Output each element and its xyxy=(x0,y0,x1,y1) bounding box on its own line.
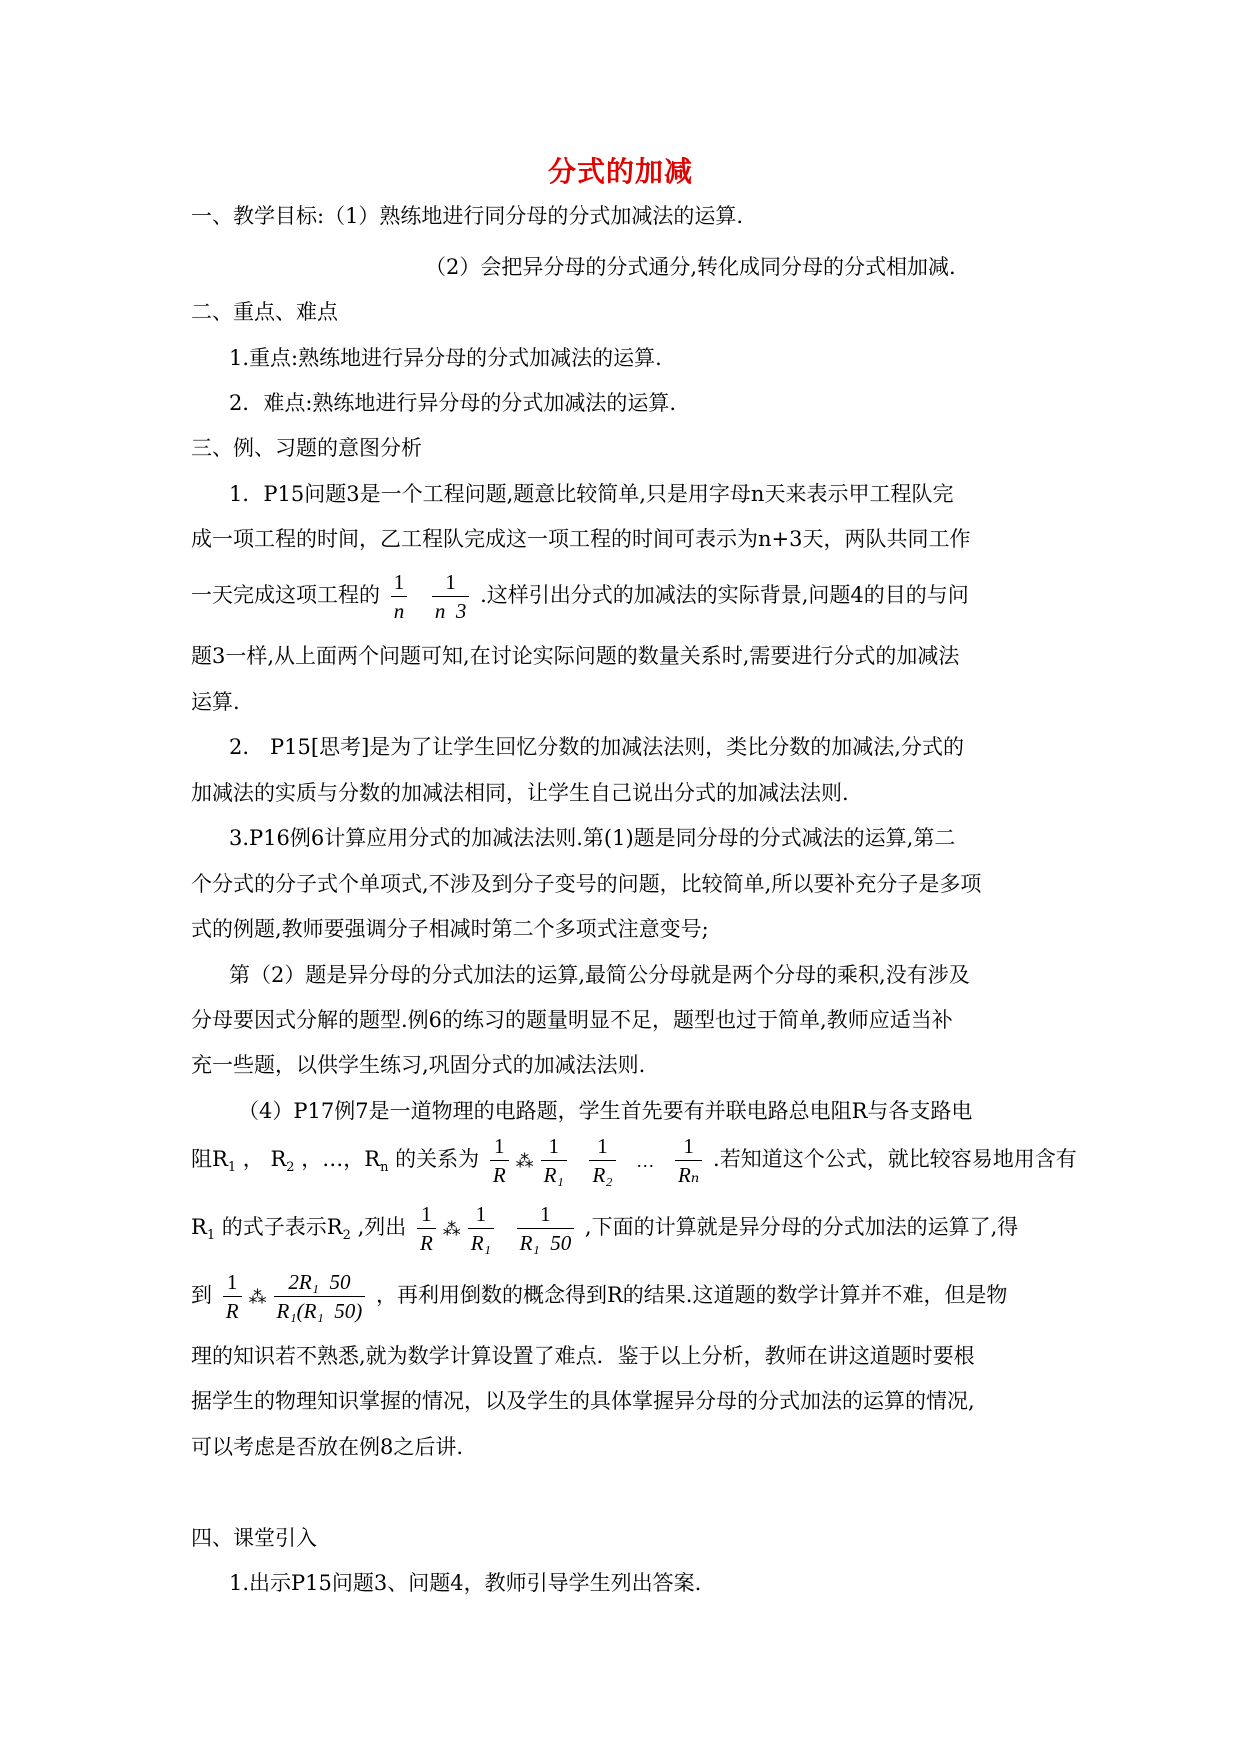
numerator: 1 xyxy=(540,1202,551,1226)
item-2-line-2: 加减法的实质与分数的加减法相同，让学生自己说出分式的加减法法则. xyxy=(191,781,849,805)
text-segment: 到 xyxy=(191,1283,212,1307)
difficult-point: 2．难点:熟练地进行异分母的分式加减法的运算. xyxy=(229,391,677,415)
text-segment: ， R xyxy=(242,1147,287,1171)
fraction-1-over-R xyxy=(417,1200,436,1257)
item-4-line-5: 理的知识若不熟悉,就为数学计算设置了难点．鉴于以上分析，教师在讲这道题时要根 xyxy=(191,1344,975,1368)
fraction-1-over-n-plus-3 xyxy=(432,568,470,625)
numerator: 1 xyxy=(475,1202,487,1226)
subscript: n xyxy=(380,1160,389,1175)
item-3-line-6: 充一些题，以供学生练习,巩固分式的加减法法则. xyxy=(191,1053,646,1077)
numerator: 1 xyxy=(493,1134,505,1158)
fraction-1-over-R xyxy=(223,1268,242,1325)
fraction-1-over-R1-plus-50 xyxy=(517,1200,575,1257)
text-segment: .这样引出分式的加减法的实际背景,问题4的目的与问 xyxy=(480,583,969,607)
ellipsis: … xyxy=(636,1150,655,1171)
item-3-line-5: 分母要因式分解的题型.例6的练习的题量明显不足，题型也过于简单,教师应适当补 xyxy=(191,1008,953,1032)
numerator: 1 xyxy=(445,570,456,594)
item-4-line-4 xyxy=(191,1268,1007,1325)
denominator: R xyxy=(223,1296,242,1325)
denominator: R₂ xyxy=(589,1160,615,1189)
text-segment: ，再利用倒数的概念得到R的结果.这道题的数学计算并不难，但是物 xyxy=(375,1283,1008,1307)
denominator: R xyxy=(417,1228,436,1257)
fraction-1-over-Rn xyxy=(675,1132,702,1189)
item-1-line-5: 运算. xyxy=(191,690,240,714)
text-segment: ，…，R xyxy=(301,1147,381,1171)
denominator: n xyxy=(391,596,408,625)
section-3-heading: 三、例、习题的意图分析 xyxy=(191,436,422,460)
equals-symbol: ⁂ xyxy=(515,1150,534,1171)
denominator: R₁ xyxy=(468,1228,494,1257)
text-segment: .若知道这个公式，就比较容易地用含有 xyxy=(713,1147,1077,1171)
text-segment: 阻R xyxy=(191,1147,228,1171)
item-2-line-1: 2. P15[思考]是为了让学生回忆分数的加减法法则，类比分数的加减法,分式的 xyxy=(229,735,964,759)
text-segment: ,下面的计算就是异分母的分式加法的运算了,得 xyxy=(584,1215,1019,1239)
item-1-line-1: 1．P15问题3是一个工程问题,题意比较简单,只是用字母n天来表示甲工程队完 xyxy=(229,482,954,506)
numerator: 1 xyxy=(393,570,405,594)
fraction-1-over-R xyxy=(490,1132,509,1189)
fraction-combined-result xyxy=(274,1268,366,1325)
objectives-line-2: （2）会把异分母的分式通分,转化成同分母的分式相加减. xyxy=(425,255,956,279)
intro-item-1: 1.出示P15问题3、问题4，教师引导学生列出答案. xyxy=(229,1571,702,1595)
item-1-line-3 xyxy=(191,568,969,625)
subscript: 1 xyxy=(206,1228,216,1243)
item-4-line-2 xyxy=(191,1132,1077,1189)
text-segment: 一天完成这项工程的 xyxy=(191,583,380,607)
numerator: 1 xyxy=(421,1202,432,1226)
denominator: Rₙ xyxy=(675,1160,702,1189)
numerator: 1 xyxy=(597,1134,608,1158)
fraction-1-over-n xyxy=(391,568,408,625)
denominator: n 3 xyxy=(432,596,470,625)
fraction-1-over-R1 xyxy=(541,1132,567,1189)
fraction-1-over-R2 xyxy=(589,1132,615,1189)
item-1-line-4: 题3一样,从上面两个问题可知,在讨论实际问题的数量关系时,需要进行分式的加减法 xyxy=(191,644,960,668)
equals-symbol: ⁂ xyxy=(248,1286,267,1307)
subscript: 1 xyxy=(227,1160,237,1175)
document-title: 分式的加减 xyxy=(547,155,693,188)
equals-symbol: ⁂ xyxy=(442,1218,461,1239)
subscript: 2 xyxy=(342,1228,351,1243)
item-4-line-7: 可以考虑是否放在例8之后讲. xyxy=(191,1435,464,1459)
objectives-line-1: 一、教学目标:（1）熟练地进行同分母的分式加减法的运算. xyxy=(191,204,744,228)
item-4-line-1: （4）P17例7是一道物理的电路题，学生首先要有并联电路总电阻R与各支路电 xyxy=(238,1099,973,1123)
denominator: R₁ 50 xyxy=(517,1228,575,1257)
text-segment: 的式子表示R xyxy=(221,1215,343,1239)
numerator: 1 xyxy=(548,1134,559,1158)
item-3-line-3: 式的例题,教师要强调分子相减时第二个多项式注意变号; xyxy=(191,917,709,941)
denominator: R₁(R₁ 50) xyxy=(274,1296,366,1325)
text-segment: 的关系为 xyxy=(395,1147,480,1171)
item-3-line-1: 3.P16例6计算应用分式的加减法法则.第(1)题是同分母的分式减法的运算,第二 xyxy=(229,826,956,850)
section-2-heading: 二、重点、难点 xyxy=(191,300,338,324)
item-1-line-2: 成一项工程的时间，乙工程队完成这一项工程的时间可表示为n+3天，两队共同工作 xyxy=(191,527,971,551)
item-3-line-4: 第（2）题是异分母的分式加法的运算,最简公分母就是两个分母的乘积,没有涉及 xyxy=(229,963,970,987)
text-segment: R xyxy=(191,1215,207,1239)
item-4-line-3 xyxy=(191,1200,1018,1257)
denominator: R₁ xyxy=(541,1160,567,1189)
item-4-line-6: 据学生的物理知识掌握的情况，以及学生的具体掌握异分母的分式加法的运算的情况, xyxy=(191,1389,975,1413)
numerator: 1 xyxy=(226,1270,238,1294)
key-point: 1.重点:熟练地进行异分母的分式加减法的运算. xyxy=(229,346,662,370)
text-segment: ,列出 xyxy=(357,1215,407,1239)
section-4-heading: 四、课堂引入 xyxy=(191,1526,317,1550)
denominator: R xyxy=(490,1160,509,1189)
fraction-1-over-R1 xyxy=(468,1200,494,1257)
numerator: 1 xyxy=(683,1134,694,1158)
item-3-line-2: 个分式的分子式个单项式,不涉及到分子变号的问题，比较简单,所以要补充分子是多项 xyxy=(191,872,982,896)
numerator: 2R₁ 50 xyxy=(288,1270,351,1294)
subscript: 2 xyxy=(286,1160,295,1175)
